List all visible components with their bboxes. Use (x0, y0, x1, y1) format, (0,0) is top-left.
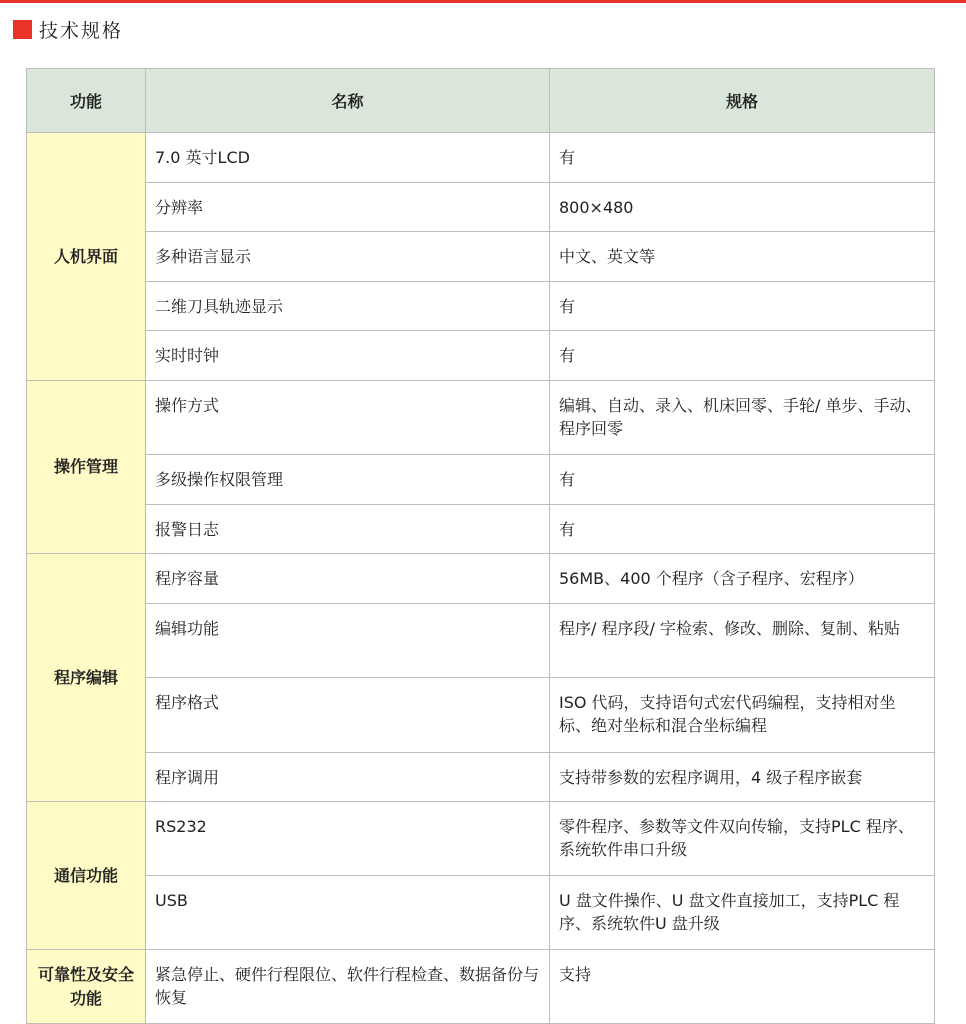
spec-cell: 有 (550, 505, 935, 554)
name-cell: 紧急停止、硬件行程限位、软件行程检查、数据备份与恢复 (146, 950, 550, 1024)
top-rule (0, 0, 966, 3)
name-cell: 程序容量 (146, 554, 550, 604)
name-cell: 报警日志 (146, 505, 550, 554)
name-cell: 编辑功能 (146, 604, 550, 678)
table-row (27, 232, 935, 282)
spec-cell: 编辑、自动、录入、机床回零、手轮/ 单步、手动、程序回零 (550, 381, 935, 455)
spec-cell: 零件程序、参数等文件双向传输，支持PLC 程序、系统软件串口升级 (550, 802, 935, 876)
header-name: 名称 (146, 69, 550, 133)
name-cell: 操作方式 (146, 381, 550, 455)
header-function: 功能 (27, 69, 146, 133)
table-row (27, 505, 935, 554)
spec-table (26, 68, 935, 1024)
table-row (27, 183, 935, 232)
spec-cell: 有 (550, 331, 935, 381)
category-cell: 通信功能 (27, 802, 146, 950)
category-cell: 可靠性及安全功能 (27, 950, 146, 1024)
section-header (13, 16, 123, 42)
name-cell: 分辨率 (146, 183, 550, 232)
category-cell: 程序编辑 (27, 554, 146, 802)
table-row (27, 554, 935, 604)
table-row (27, 282, 935, 331)
table-row (27, 604, 935, 678)
spec-cell: 支持 (550, 950, 935, 1024)
table-row (27, 133, 935, 183)
name-cell: 7.0 英寸LCD (146, 133, 550, 183)
table-row (27, 331, 935, 381)
table-row (27, 876, 935, 950)
red-square-icon (13, 20, 32, 39)
name-cell: 程序调用 (146, 753, 550, 802)
table-row (27, 455, 935, 505)
table-row (27, 802, 935, 876)
spec-cell: 56MB、400 个程序（含子程序、宏程序） (550, 554, 935, 604)
name-cell: USB (146, 876, 550, 950)
spec-cell: U 盘文件操作、U 盘文件直接加工，支持PLC 程序、系统软件U 盘升级 (550, 876, 935, 950)
section-title: 技术规格 (39, 19, 124, 42)
name-cell: RS232 (146, 802, 550, 876)
spec-cell: 800×480 (550, 183, 935, 232)
spec-cell: 有 (550, 455, 935, 505)
spec-cell: 有 (550, 282, 935, 331)
table-row (27, 678, 935, 753)
table-row (27, 753, 935, 802)
name-cell: 二维刀具轨迹显示 (146, 282, 550, 331)
spec-cell: 有 (550, 133, 935, 183)
header-spec: 规格 (550, 69, 935, 133)
table-row (27, 950, 935, 1024)
spec-cell: 程序/ 程序段/ 字检索、修改、删除、复制、粘贴 (550, 604, 935, 678)
name-cell: 程序格式 (146, 678, 550, 753)
category-cell: 人机界面 (27, 133, 146, 381)
header-row (27, 69, 935, 133)
spec-cell: 支持带参数的宏程序调用，4 级子程序嵌套 (550, 753, 935, 802)
table-row (27, 381, 935, 455)
name-cell: 多级操作权限管理 (146, 455, 550, 505)
spec-cell: 中文、英文等 (550, 232, 935, 282)
category-cell: 操作管理 (27, 381, 146, 554)
spec-cell: ISO 代码，支持语句式宏代码编程，支持相对坐标、绝对坐标和混合坐标编程 (550, 678, 935, 753)
name-cell: 实时时钟 (146, 331, 550, 381)
name-cell: 多种语言显示 (146, 232, 550, 282)
